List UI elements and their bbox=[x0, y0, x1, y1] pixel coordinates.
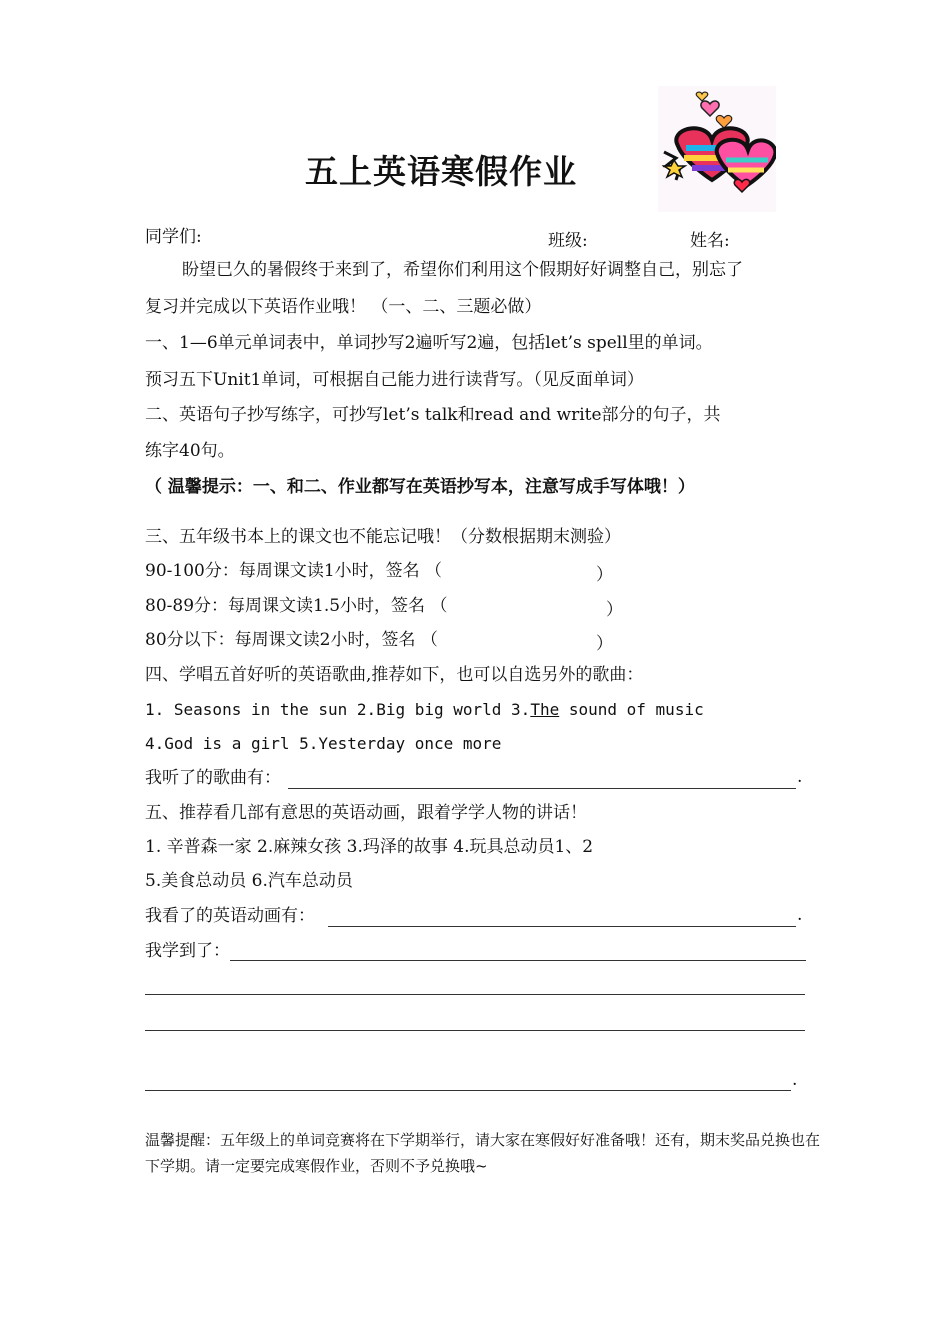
learned-label: 我学到了： bbox=[145, 941, 230, 961]
task3-row-90-100: 90-100分：每周课文读1小时，签名 （ bbox=[145, 561, 443, 581]
cartoon-list-line-2: 5.美食总动员 6.汽车总动员 bbox=[145, 871, 353, 891]
footer-note: 温馨提醒：五年级上的单词竞赛将在下学期举行，请大家在寒假好好准备哦！还有，期末奖品兑换也在下学期。请一定要完成寒假作业，否则不予兑换哦~ bbox=[145, 1131, 821, 1175]
task3-row-below-80: 80分以下：每周课文读2小时，签名 （ bbox=[145, 630, 438, 650]
songs-heard-label: 我听了的歌曲有： bbox=[145, 768, 281, 788]
song-list-line-1-b: sound of music bbox=[559, 700, 704, 719]
cartoons-watched-period: . bbox=[797, 905, 803, 925]
hearts-decoration-image bbox=[658, 86, 776, 212]
task3-row-90-100-close: ） bbox=[596, 565, 613, 585]
task2-line-2: 练字40句。 bbox=[145, 441, 235, 461]
class-label: 班级: bbox=[548, 231, 588, 251]
intro-line-2: 复习并完成以下英语作业哦！ （一、二、三题必做） bbox=[145, 297, 542, 317]
task3-row-80-89: 80-89分：每周课文读1.5小时，签名 （ bbox=[145, 596, 448, 616]
learned-blank-4[interactable] bbox=[145, 1090, 791, 1091]
name-label: 姓名: bbox=[690, 231, 730, 251]
homework-tip: （ 温馨提示：一、和二、作业都写在英语抄写本，注意写成手写体哦！） bbox=[145, 477, 695, 497]
songs-heard-period: . bbox=[797, 767, 803, 787]
task1-line-2: 预习五下Unit1单词，可根据自己能力进行读背写。（见反面单词） bbox=[145, 370, 644, 390]
page-title: 五上英语寒假作业 bbox=[305, 152, 577, 191]
intro-line-1: 盼望已久的暑假终于来到了，希望你们利用这个假期好好调整自己，别忘了 bbox=[182, 260, 743, 280]
cartoons-watched-blank[interactable] bbox=[328, 926, 796, 927]
song-list-line-1-a: 1. Seasons in the sun 2.Big big world 3. bbox=[145, 700, 531, 719]
task2-line-1: 二、英语句子抄写练字，可抄写let’s talk和read and write部分的句子，共 bbox=[145, 405, 721, 425]
greeting-label: 同学们: bbox=[145, 227, 202, 247]
learned-blank-3[interactable] bbox=[145, 1030, 805, 1031]
task5-heading: 五、推荐看几部有意思的英语动画，跟着学学人物的讲话！ bbox=[145, 803, 587, 823]
songs-heard-blank[interactable] bbox=[288, 788, 796, 789]
song-list-line-1 bbox=[145, 699, 704, 721]
learned-period: . bbox=[792, 1070, 798, 1090]
song-list-underlined-word: The bbox=[530, 700, 560, 719]
learned-blank-2[interactable] bbox=[145, 994, 805, 995]
learned-blank-1[interactable] bbox=[230, 960, 806, 961]
cartoon-list-line-1: 1. 辛普森一家 2.麻辣女孩 3.玛泽的故事 4.玩具总动员1、2 bbox=[145, 837, 594, 857]
task3-row-below-80-close: ） bbox=[596, 634, 613, 654]
task1-line-1: 一、1—6单元单词表中，单词抄写2遍听写2遍，包括let’s spell里的单词。 bbox=[145, 333, 713, 353]
task4-heading: 四、学唱五首好听的英语歌曲,推荐如下，也可以自选另外的歌曲： bbox=[145, 665, 644, 685]
song-list-line-2: 4.God is a girl 5.Yesterday once more bbox=[145, 734, 502, 753]
task3-heading: 三、五年级书本上的课文也不能忘记哦！（分数根据期末测验） bbox=[145, 527, 621, 547]
task3-row-80-89-close: ） bbox=[606, 600, 623, 620]
cartoons-watched-label: 我看了的英语动画有： bbox=[145, 906, 315, 926]
